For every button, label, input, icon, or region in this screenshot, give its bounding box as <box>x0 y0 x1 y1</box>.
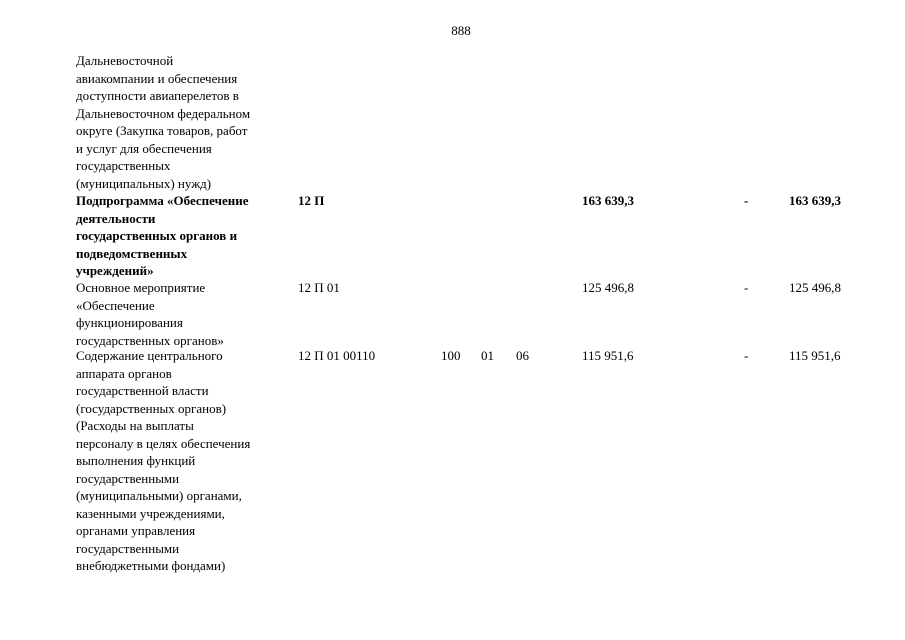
row-name-line: Основное мероприятие <box>76 280 206 295</box>
row-name-line: персоналу в целях обеспечения <box>76 435 251 451</box>
row-name-line: «Обеспечение <box>76 297 155 313</box>
row-name-line: государственными <box>76 470 180 486</box>
row-name-line: государственной власти <box>76 383 209 398</box>
row-name-line: функционирования <box>76 315 183 330</box>
row-expense-type: 100 <box>441 348 461 363</box>
row-name-line: Дальневосточной <box>76 53 174 68</box>
row-section: 01 <box>481 348 494 363</box>
row-total: 115 951,6 <box>789 348 841 363</box>
row-change: - <box>744 280 749 295</box>
row-name-line: доступности авиаперелетов в <box>76 88 239 103</box>
row-code: 12 П 01 00110 <box>298 348 376 363</box>
row-change: - <box>744 193 749 208</box>
row-name <box>76 52 286 192</box>
row-name-line: государственными <box>76 540 180 556</box>
row-name-line: органами управления <box>76 523 196 538</box>
row-name-line: (Расходы на выплаты <box>76 418 194 433</box>
row-name-line: учреждений» <box>76 263 154 278</box>
row-name-line: авиакомпании и обеспечения <box>76 70 238 86</box>
row-name-line: (муниципальными) органами, <box>76 488 242 503</box>
row-name <box>76 192 286 280</box>
row-name-line: подведомственных <box>76 245 188 261</box>
row-name-line: деятельности <box>76 210 156 226</box>
row-sum: 115 951,6 <box>582 348 634 363</box>
row-name-line: внебюджетными фондами) <box>76 558 226 573</box>
row-name-line: Содержание центрального <box>76 348 223 363</box>
row-name-line: (государственных органов) <box>76 400 227 416</box>
row-change: - <box>744 348 749 363</box>
row-name-line: (муниципальных) нужд) <box>76 175 212 191</box>
row-name <box>76 279 286 349</box>
row-name-line: выполнения функций <box>76 453 196 468</box>
row-code: 12 П <box>298 193 325 208</box>
row-name <box>76 347 286 575</box>
row-total: 125 496,8 <box>789 280 841 295</box>
row-name-line: государственных <box>76 158 171 173</box>
row-name-line: государственных органов» <box>76 332 224 348</box>
row-sum: 163 639,3 <box>582 193 634 208</box>
page-number: 888 <box>451 23 471 38</box>
row-name-line: и услуг для обеспечения <box>76 140 212 156</box>
row-subsection: 06 <box>516 348 529 363</box>
row-name-line: округе (Закупка товаров, работ <box>76 123 248 138</box>
row-code: 12 П 01 <box>298 280 340 295</box>
row-name-line: казенными учреждениями, <box>76 505 225 521</box>
row-name-line: государственных органов и <box>76 228 238 243</box>
row-name-line: аппарата органов <box>76 365 172 381</box>
row-total: 163 639,3 <box>789 193 841 208</box>
row-name-line: Подпрограмма «Обеспечение <box>76 193 249 208</box>
row-name-line: Дальневосточном федеральном <box>76 105 251 121</box>
row-sum: 125 496,8 <box>582 280 634 295</box>
